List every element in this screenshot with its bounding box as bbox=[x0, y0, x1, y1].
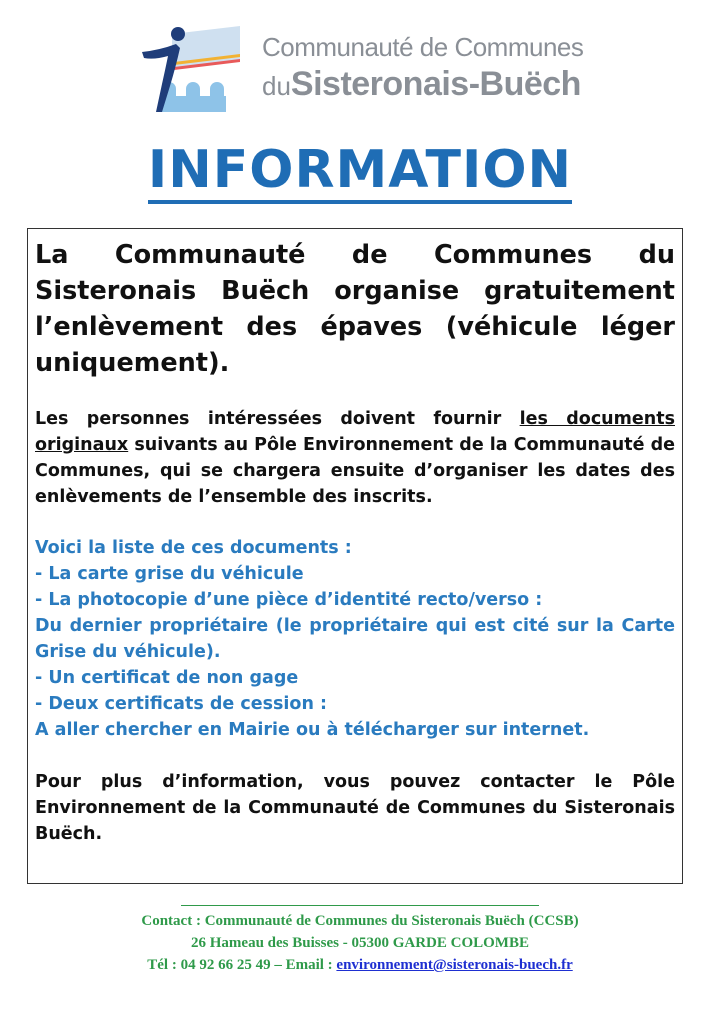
list-item-detail: Du dernier propriétaire (le propriétaire qui est cité sur la Carte Grise du véhicule). bbox=[35, 616, 675, 662]
documents-underlined: les documents originaux bbox=[35, 409, 675, 455]
footer-divider bbox=[181, 905, 539, 906]
header bbox=[0, 0, 720, 130]
footer-phone: Tél : 04 92 66 25 49 – Email : bbox=[147, 957, 337, 973]
logo-text bbox=[262, 32, 583, 104]
list-intro: Voici la liste de ces documents : bbox=[35, 538, 352, 558]
footer-phone-line bbox=[0, 954, 720, 976]
documents-paragraph bbox=[35, 406, 675, 510]
list-item: - La carte grise du véhicule bbox=[35, 564, 304, 584]
email-link[interactable]: environnement@sisteronais-buech.fr bbox=[336, 957, 573, 973]
list-item: - Un certificat de non gage bbox=[35, 668, 299, 688]
list-item-detail: A aller chercher en Mairie ou à télécharger sur internet. bbox=[35, 720, 590, 740]
documents-list bbox=[35, 535, 675, 743]
logo-line2-prefix: du bbox=[262, 71, 291, 101]
footer bbox=[0, 905, 720, 976]
ccsb-logo-icon bbox=[140, 26, 240, 114]
logo-line1: Communauté de Communes bbox=[262, 32, 584, 62]
logo-line2-main: Sisteronais-Buëch bbox=[290, 65, 581, 103]
closing-paragraph: Pour plus d’information, vous pouvez contacter le Pôle Environnement de la Communauté de Communes du Sisteronais Buëch. bbox=[35, 772, 675, 844]
page-title: INFORMATION bbox=[148, 140, 572, 204]
footer-address: 26 Hameau des Buisses - 05300 GARDE COLOMBE bbox=[191, 935, 529, 951]
documents-text-before: Les personnes intéressées doivent fournir bbox=[35, 409, 520, 429]
info-box bbox=[27, 228, 683, 884]
lead-paragraph: La Communauté de Communes du Sisteronais Buëch organise gratuitement l’enlèvement des épaves (véhicule léger uniquement). bbox=[35, 240, 675, 378]
footer-contact: Contact : Communauté de Communes du Sisteronais Buëch (CCSB) bbox=[141, 913, 579, 929]
list-item: - La photocopie d’une pièce d’identité recto/verso : bbox=[35, 590, 543, 610]
page-title-wrap bbox=[0, 140, 720, 204]
logo-line2 bbox=[262, 65, 583, 104]
list-item: - Deux certificats de cession : bbox=[35, 694, 327, 714]
documents-text-after: suivants au Pôle Environnement de la Communauté de Communes, qui se chargera ensuite d’organiser les dates des enlèvements de l’ensemble des inscrits. bbox=[35, 435, 675, 507]
